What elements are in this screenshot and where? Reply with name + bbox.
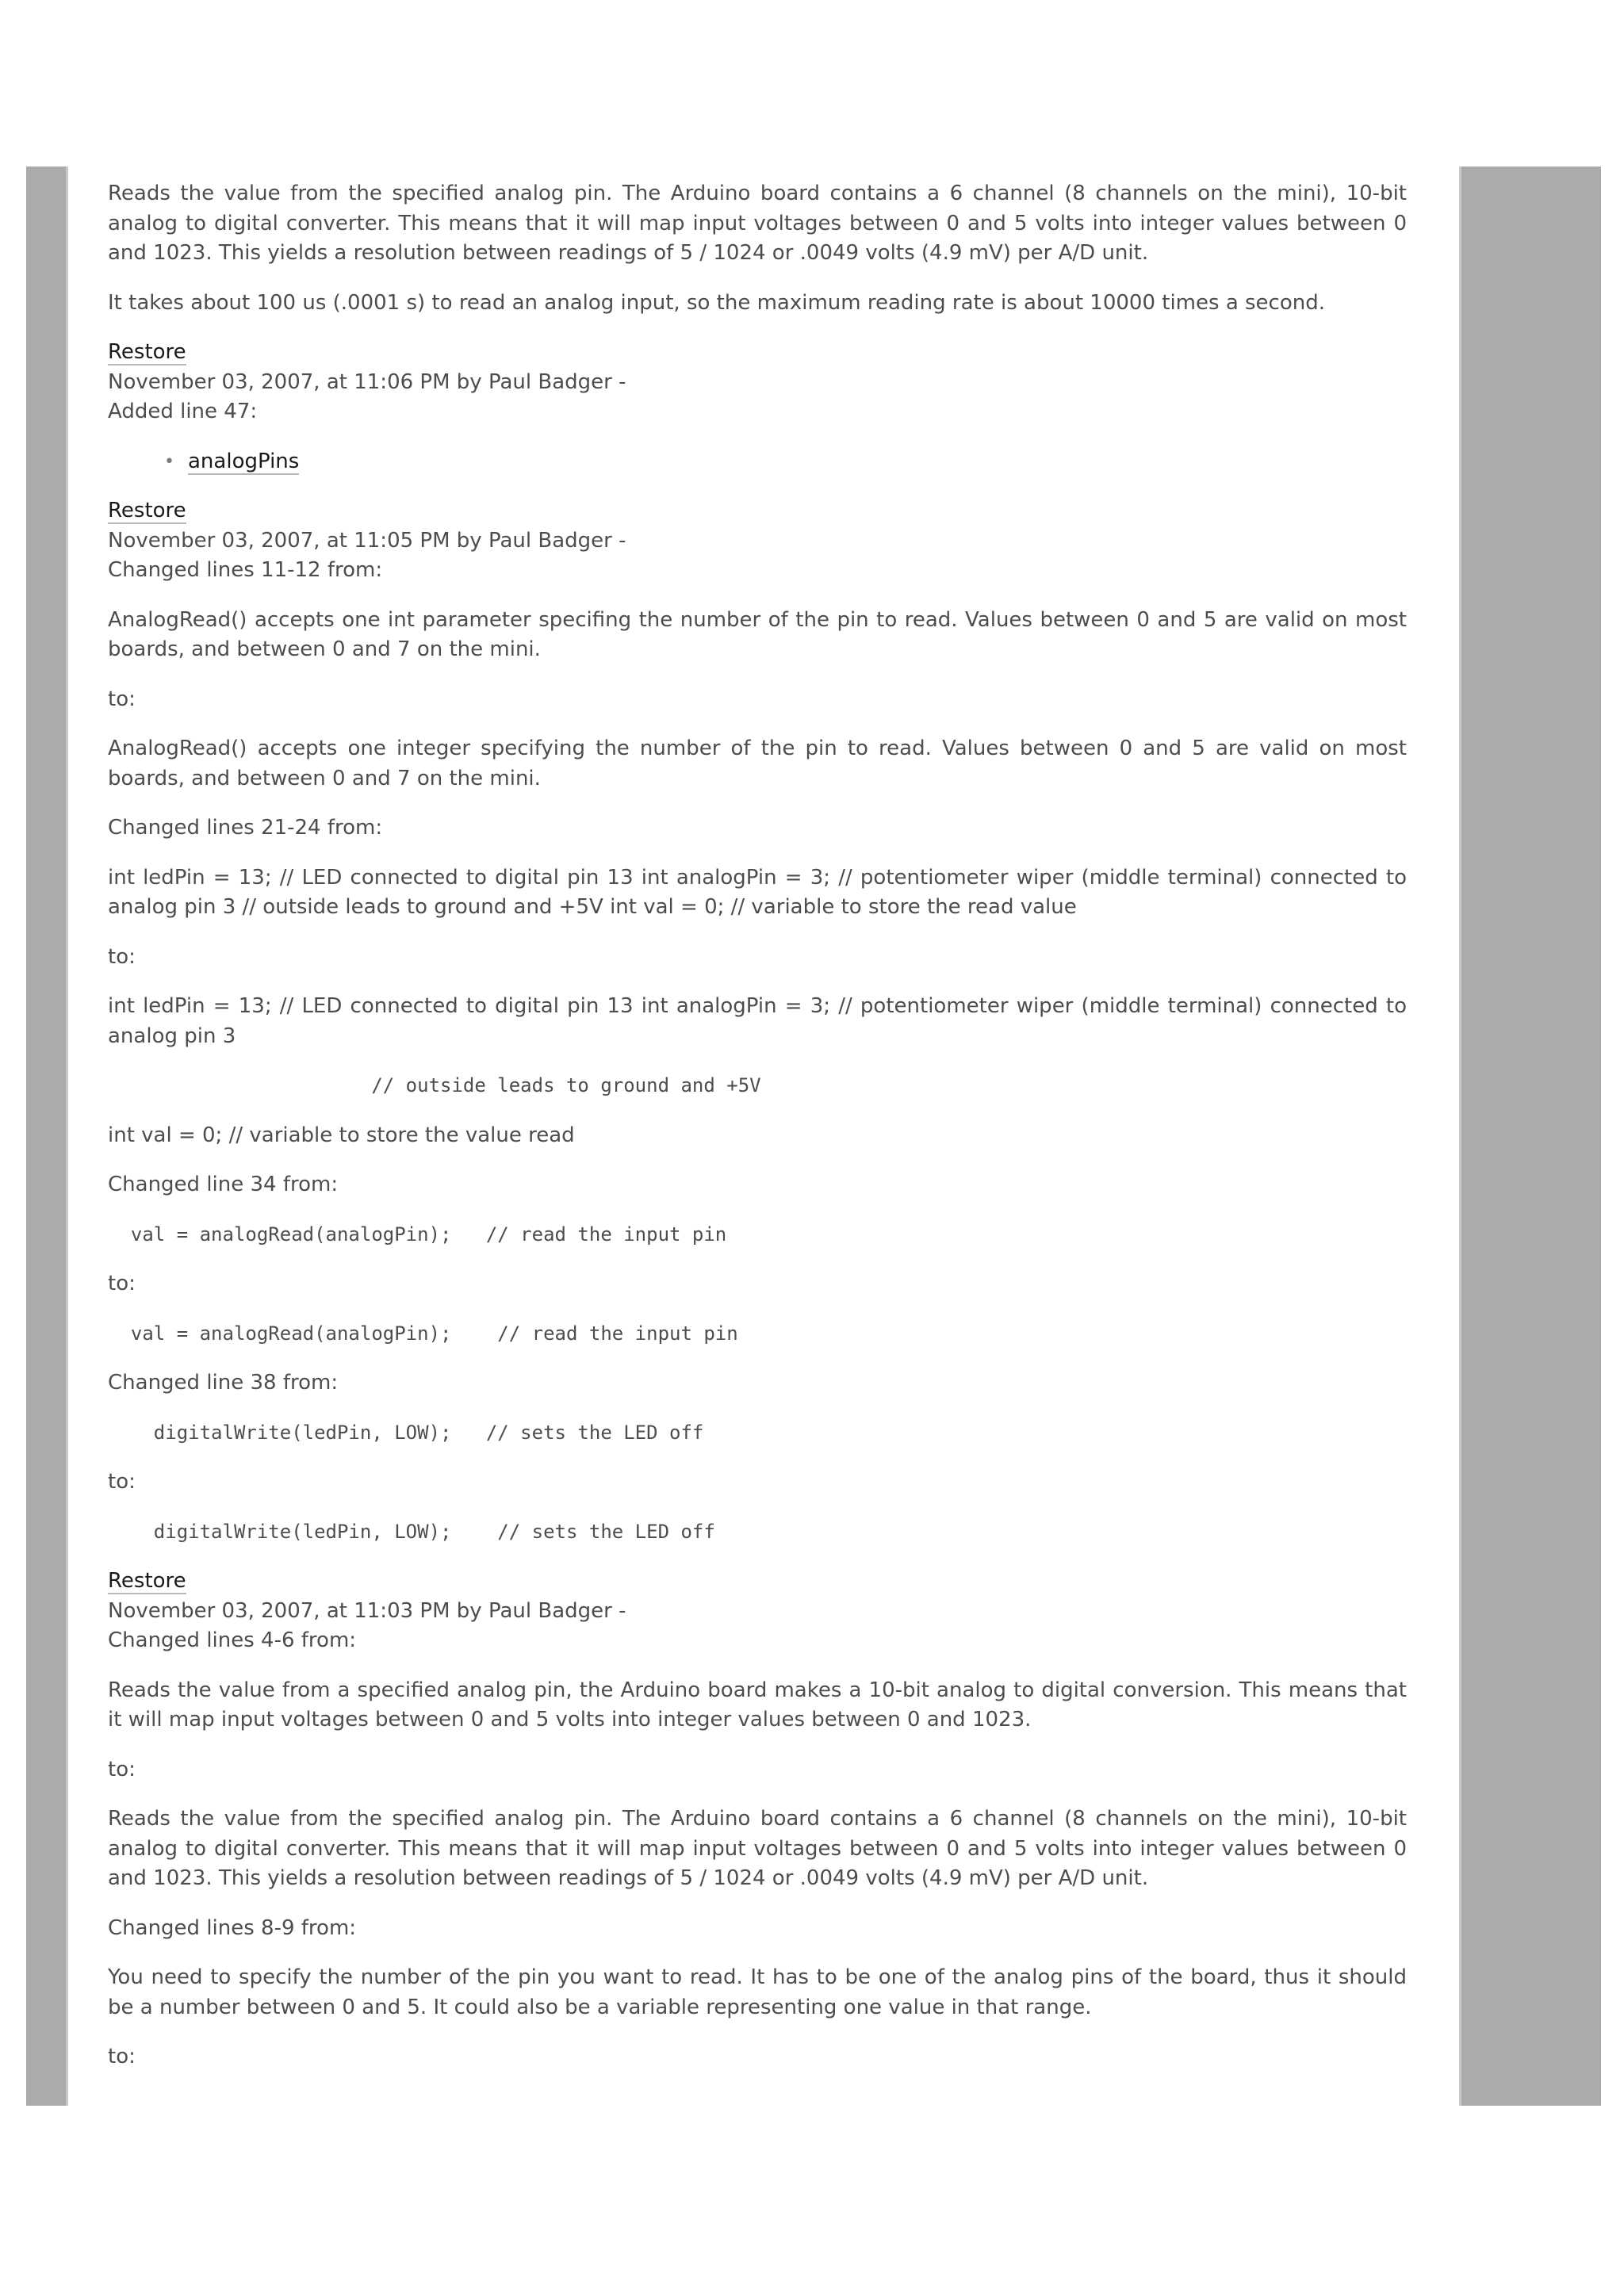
- diff-to-label: to:: [108, 1757, 136, 1781]
- change-description: Changed lines 4-6 from:: [108, 1628, 357, 1652]
- change-description: Changed lines 11-12 from:: [108, 558, 383, 582]
- list-item: [164, 447, 1407, 477]
- diff-new-code: // outside leads to ground and +5V: [108, 1074, 761, 1096]
- change-description: Changed lines 21-24 from:: [108, 816, 383, 840]
- diff-to-label: to:: [108, 1470, 136, 1494]
- added-links-list: [108, 447, 1407, 477]
- diff-new-code: val = analogRead(analogPin); // read the input pin: [108, 1322, 738, 1345]
- diff-old-text: You need to specify the number of the pin you want to read. It has to be one of the analog pins of the board, thus it should be a number between 0 and 5. It could also be a variable representing one value in that range.: [108, 1965, 1407, 2019]
- change-description: Added line 47:: [108, 400, 258, 423]
- analogpins-link[interactable]: analogPins: [188, 449, 300, 473]
- diff-to-label: to:: [108, 2045, 136, 2068]
- revision-meta: November 03, 2007, at 11:06 PM by Paul Badger -: [108, 369, 626, 394]
- restore-link[interactable]: Restore: [108, 499, 186, 522]
- diff-old-code: digitalWrite(ledPin, LOW); // sets the LED off: [108, 1421, 704, 1444]
- revision-entry-header: [108, 496, 1407, 586]
- diff-new-text: AnalogRead() accepts one integer specifying the number of the pin to read. Values between 0 and 5 are valid on most boards, and between 0 and 7 on the mini.: [108, 737, 1407, 790]
- diff-old-code: val = analogRead(analogPin); // read the input pin: [108, 1223, 727, 1246]
- change-description: Changed lines 8-9 from:: [108, 1915, 357, 1940]
- left-margin-bar: [26, 166, 68, 2106]
- diff-new-text: int val = 0; // variable to store the value read: [108, 1123, 575, 1147]
- right-margin-bar: [1459, 166, 1601, 2106]
- diff-to-label: to:: [108, 1272, 136, 1295]
- restore-link[interactable]: Restore: [108, 1569, 186, 1593]
- intro-paragraph: It takes about 100 us (.0001 s) to read an analog input, so the maximum reading rate is about 10000 times a second.: [108, 290, 1326, 315]
- diff-new-text: Reads the value from the specified analog pin. The Arduino board contains a 6 channel (8 channels on the mini), 10-bit analog to digital converter. This means that it will map input voltages between 0 and 5 volts into integer values between 0 and 1023. This yields a resolution between readings of 5 / 1024 or .0049 volts (4.9 mV) per A/D unit.: [108, 1807, 1407, 1890]
- diff-to-label: to:: [108, 687, 136, 711]
- change-description: Changed line 38 from:: [108, 1371, 339, 1395]
- revision-entry-header: [108, 338, 1407, 427]
- change-description: Changed line 34 from:: [108, 1173, 339, 1196]
- revision-entry-header: [108, 1567, 1407, 1656]
- page-content: [108, 179, 1407, 2092]
- restore-link[interactable]: Restore: [108, 340, 186, 364]
- diff-old-text: Reads the value from a specified analog pin, the Arduino board makes a 10-bit analog to digital conversion. This means that it will map input voltages between 0 and 5 volts into integer values between 0 and 1023.: [108, 1678, 1407, 1732]
- diff-new-code: digitalWrite(ledPin, LOW); // sets the LED off: [108, 1520, 715, 1543]
- diff-old-text: int ledPin = 13; // LED connected to digital pin 13 int analogPin = 3; // potentiometer wiper (middle terminal) connected to analog pin 3 // outside leads to ground and +5V int val = 0; // variable to store the read value: [108, 865, 1407, 919]
- bullet-icon: •: [164, 451, 174, 472]
- diff-old-text: AnalogRead() accepts one int parameter specifing the number of the pin to read. Values between 0 and 5 are valid on most boards, and between 0 and 7 on the mini.: [108, 607, 1407, 661]
- diff-new-text: int ledPin = 13; // LED connected to digital pin 13 int analogPin = 3; // potentiometer wiper (middle terminal) connected to analog pin 3: [108, 994, 1407, 1048]
- diff-to-label: to:: [108, 944, 136, 969]
- revision-meta: November 03, 2007, at 11:05 PM by Paul Badger -: [108, 528, 626, 553]
- revision-meta: November 03, 2007, at 11:03 PM by Paul Badger -: [108, 1598, 626, 1623]
- intro-paragraph: Reads the value from the specified analog pin. The Arduino board contains a 6 channel (8 channels on the mini), 10-bit analog to digital converter. This means that it will map input voltages between 0 and 5 volts into integer values between 0 and 1023. This yields a resolution between readings of 5 / 1024 or .0049 volts (4.9 mV) per A/D unit.: [108, 182, 1407, 265]
